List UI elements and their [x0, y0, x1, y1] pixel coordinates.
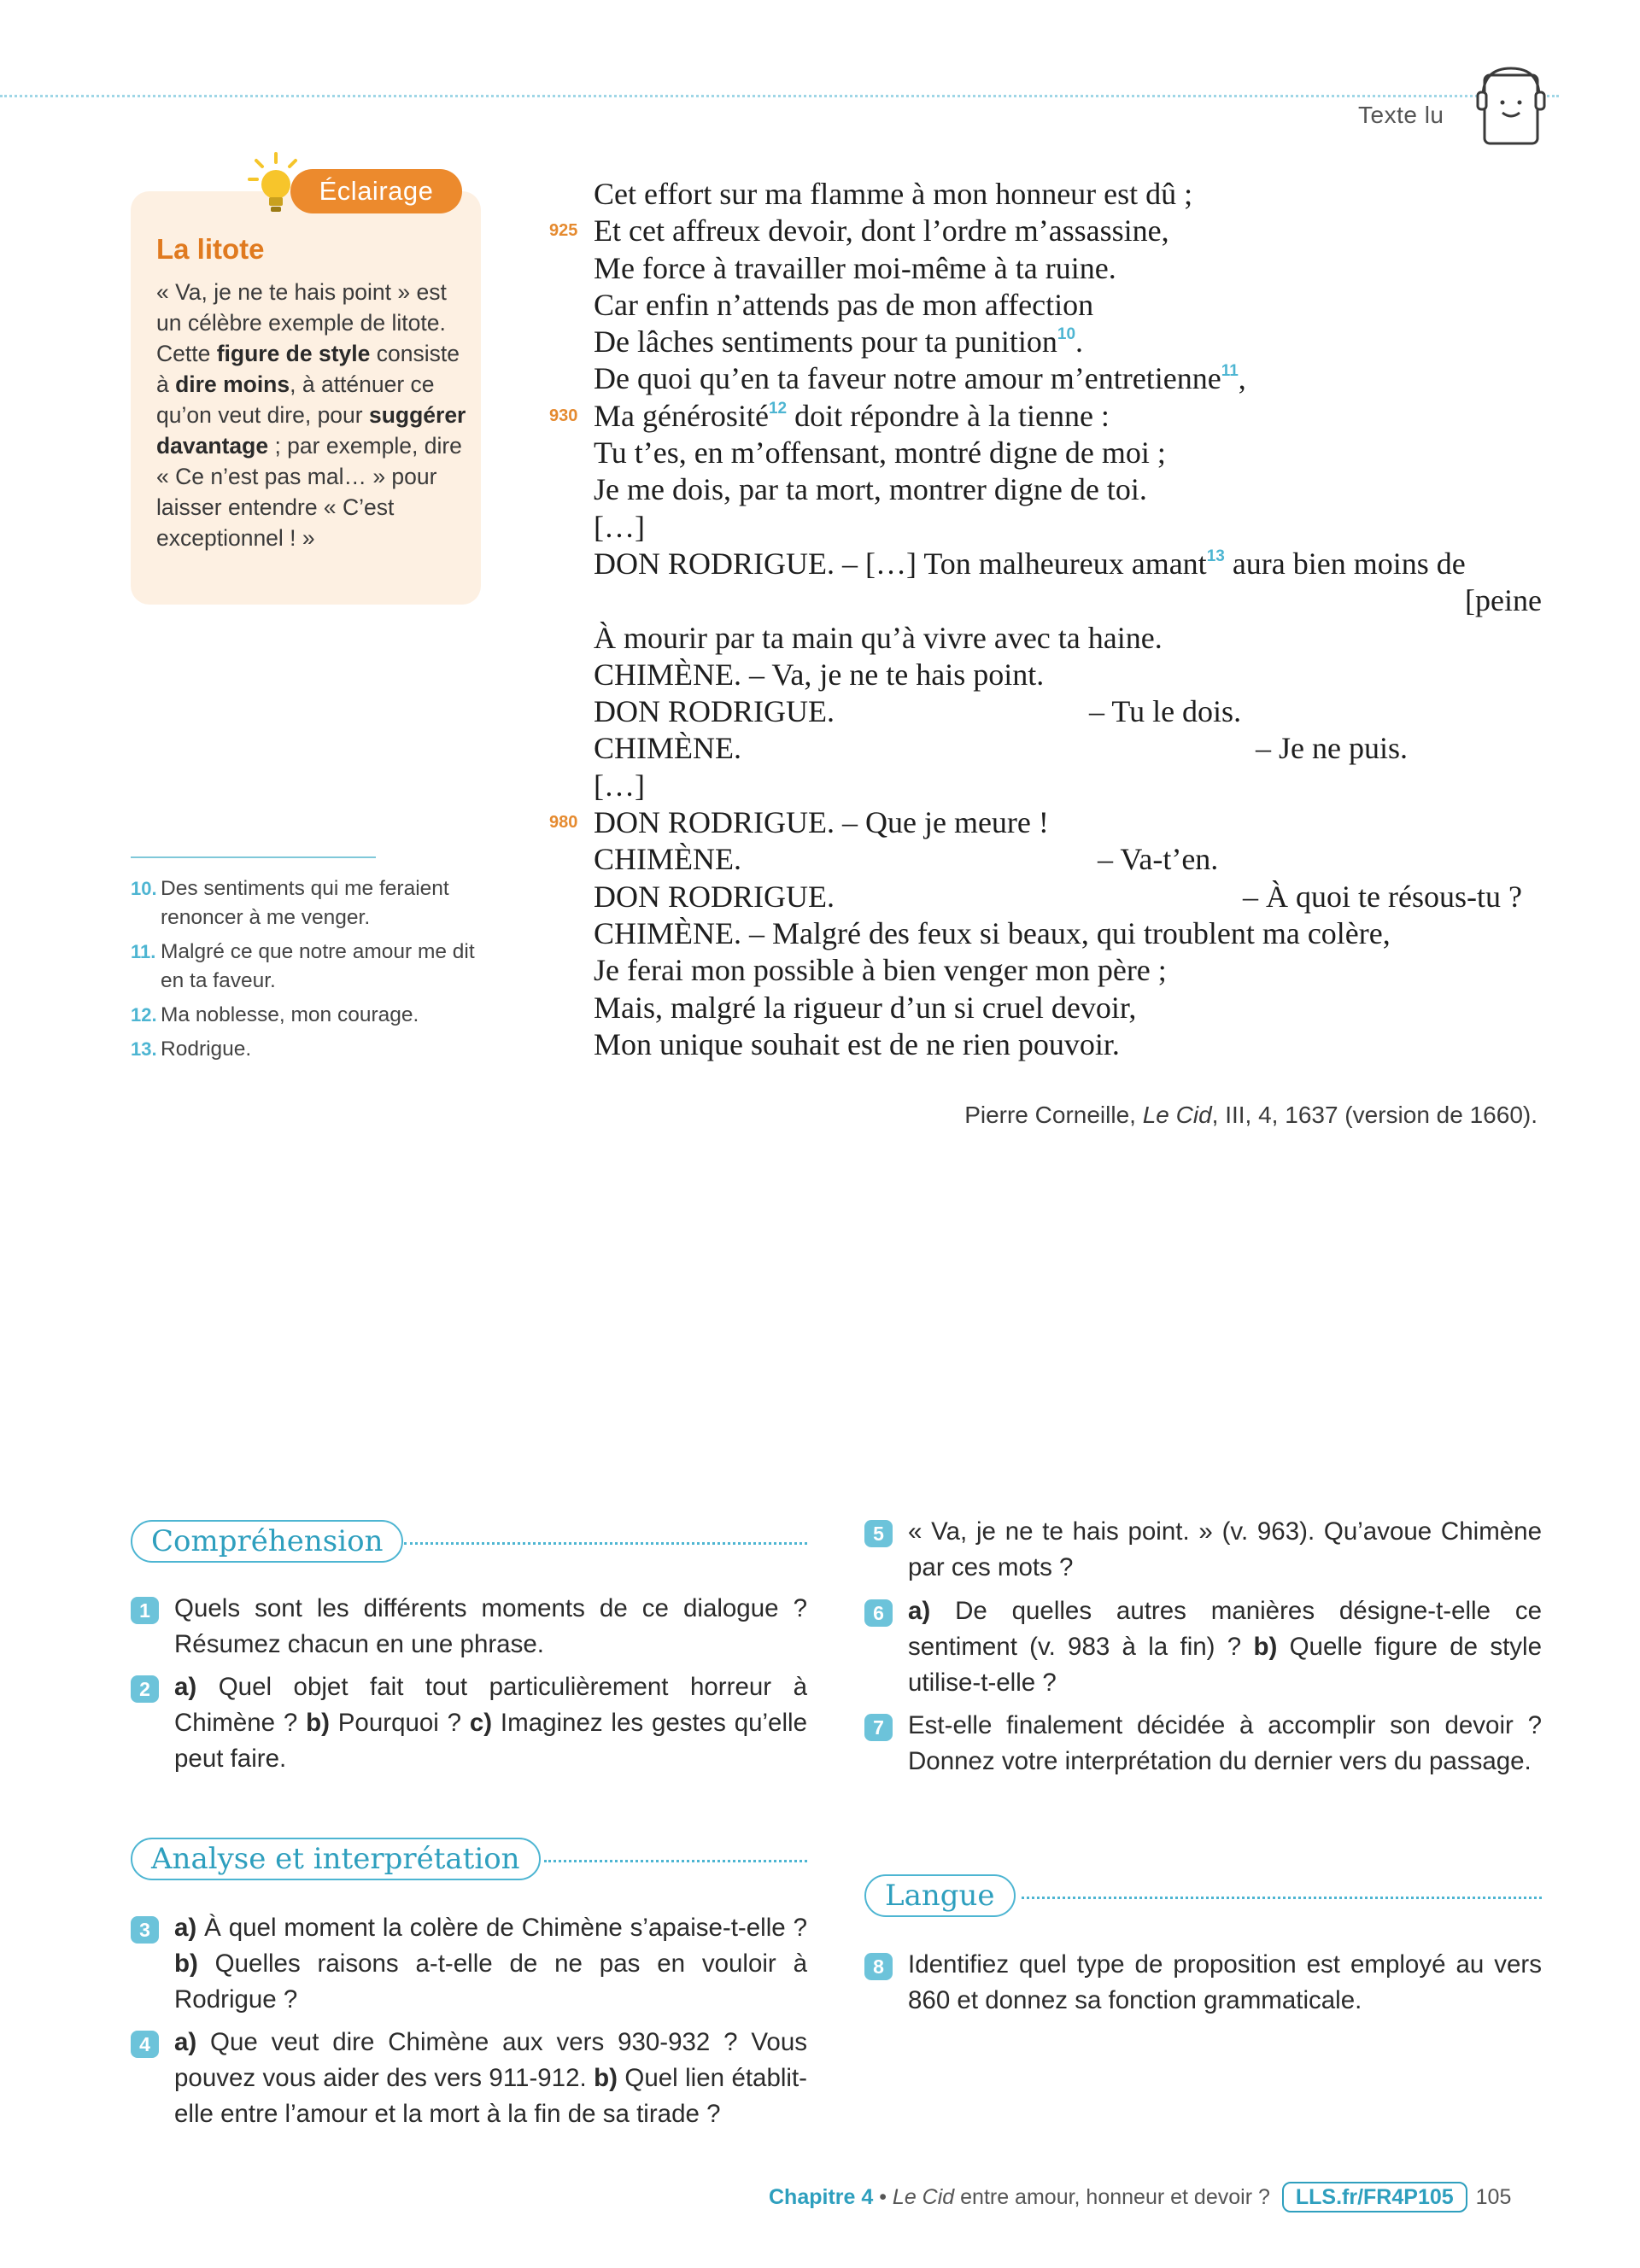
footnotes-rule [131, 856, 376, 858]
verse-text-run: CHIMÈNE. – Malgré des feux si beaux, qui troublent ma colère, [594, 915, 1391, 950]
question-number-badge: 8 [864, 1953, 893, 1980]
verse-text-run: Me force à travailler moi-même à ta ruine. [594, 250, 1116, 285]
question-number-badge: 6 [864, 1599, 893, 1627]
verse-text-run: […] [594, 509, 645, 544]
verse-text-run: Et cet affreux devoir, dont l’ordre m’assassine, [594, 213, 1169, 248]
verse-text-run: Je ferai mon possible à bien venger mon père ; [594, 953, 1167, 988]
headphones-reader-icon [1474, 63, 1551, 149]
verse-line [594, 287, 1542, 324]
question-text-run: Quel lien établit-elle entre l’amour et la mort à la fin de sa tirade ? [174, 2064, 807, 2128]
section-analyse [131, 1838, 807, 1880]
footnote-ref: 10 [1057, 325, 1076, 344]
section-dotted-rule [404, 1542, 807, 1545]
question-4 [131, 2025, 807, 2132]
verse-line [594, 915, 1542, 952]
question-text [174, 2025, 807, 2132]
eclairage-text-run: figure de style [216, 341, 371, 366]
verse-text-run: DON RODRIGUE. [594, 694, 835, 729]
question-text-run: Quelles raisons a-t-elle de ne pas en vouloir à Rodrigue ? [174, 1949, 807, 2014]
question-text [908, 1514, 1542, 1586]
question-text-run: Imaginez les gestes qu’elle peut faire. [174, 1709, 807, 1773]
footnote-number: 10. [131, 878, 157, 899]
footnote-ref: 11 [1221, 362, 1239, 381]
verse-text-run: De quoi qu’en ta faveur notre amour m’entretienne [594, 361, 1221, 396]
verse-line [594, 657, 1542, 693]
question-number-badge: 3 [131, 1916, 159, 1944]
eclairage-text-run: « Va, je ne te hais point » est un célèbre exemple de litote. Cette [156, 279, 447, 366]
verse-line [594, 768, 1542, 804]
verse-text-run: DON RODRIGUE. – Que je meure ! [594, 805, 1049, 840]
eclairage-title: La litote [156, 233, 265, 265]
verse-line [549, 398, 1542, 435]
line-number: 925 [549, 221, 578, 241]
footnote [131, 874, 489, 932]
footnote-ref: 12 [768, 399, 788, 418]
page-footer: Chapitre 4 • Le Cid entre amour, honneur et devoir ? LLS.fr/FR4P105 105 [769, 2182, 1511, 2212]
eclairage-tag: Éclairage [290, 169, 462, 213]
question-text-run: a) [174, 1673, 197, 1701]
section-dotted-rule [544, 1860, 807, 1862]
eclairage-text-run: ; par exemple, dire « Ce n’est pas mal… » pour laisser entendre « C’est exceptionnel ! » [156, 433, 462, 551]
verse-text-run: DON RODRIGUE. [594, 879, 835, 914]
verse-reply: – Tu le dois. [1089, 694, 1242, 729]
verse-line [594, 176, 1542, 213]
question-text-run: c) [469, 1709, 493, 1737]
question-text-run: Quels sont les différents moments de ce dialogue ? Résumez chacun en une phrase. [174, 1594, 807, 1658]
verse-text-run: CHIMÈNE. – Va, je ne te hais point. [594, 657, 1045, 692]
verse-line [594, 546, 1542, 582]
footnote-text: Rodrigue. [161, 1038, 252, 1061]
verse-continuation: [peine [1465, 583, 1542, 618]
section-analyse-title: Analyse et interprétation [131, 1838, 541, 1880]
question-text [908, 1947, 1542, 2019]
verse-text-run: , [1238, 361, 1246, 396]
section-dotted-rule [1022, 1897, 1542, 1899]
section-comprehension [131, 1520, 807, 1563]
question-text-run: Est-elle finalement décidée à accomplir son devoir ? Donnez votre interprétation du dernier vers du passage. [908, 1711, 1542, 1775]
verse-line [594, 693, 1542, 730]
verse-text-run: aura bien moins de [1224, 546, 1466, 581]
verse-text-run: Tu t’es, en m’offensant, montré digne de moi ; [594, 435, 1166, 471]
eclairage-text-run: , à atténuer ce qu’on veut dire, pour [156, 371, 435, 428]
question-text-run: De quelles autres manières désigne-t-elle ce sentiment (v. 983 à la fin) ? [908, 1597, 1542, 1661]
question-text [908, 1593, 1542, 1701]
question-text-run: a) [908, 1597, 931, 1625]
verse-line [594, 879, 1542, 915]
question-text [174, 1591, 807, 1663]
question-text-run: Que veut dire Chimène aux vers 930-932 ? Vous pouvez vous aider des vers 911-912. [174, 2028, 807, 2092]
verse-text-run: À mourir par ta main qu’à vivre avec ta haine. [594, 620, 1163, 655]
footer-chapter: Chapitre 4 [769, 2185, 874, 2209]
verse-line [594, 990, 1542, 1026]
question-number-badge: 2 [131, 1675, 159, 1703]
verse-reply: – Je ne puis. [1256, 731, 1408, 766]
footnote-text: Des sentiments qui me feraient renoncer à me venger. [161, 877, 449, 929]
question-text-run: a) [174, 1914, 197, 1942]
verse-text-run: Cet effort sur ma flamme à mon honneur est dû ; [594, 177, 1193, 211]
verse-text-run: DON RODRIGUE. – […] Ton malheureux amant [594, 546, 1207, 581]
footnotes [131, 874, 489, 1069]
question-2 [131, 1669, 807, 1777]
question-text-run: Identifiez quel type de proposition est employé au vers 860 et donnez sa fonction grammaticale. [908, 1950, 1542, 2014]
question-text-run: b) [306, 1709, 330, 1737]
eclairage-text-run: consiste à [156, 341, 460, 397]
verse-text-run: Je me dois, par ta mort, montrer digne de toi. [594, 472, 1147, 507]
verse-text-run: Ma générosité [594, 398, 769, 433]
footnote [131, 1001, 489, 1030]
question-6 [864, 1593, 1542, 1701]
section-comprehension-title: Compréhension [131, 1520, 403, 1563]
verse-text-run: De lâches sentiments pour ta punition [594, 324, 1057, 359]
verse-line [594, 250, 1542, 287]
header-dotted-rule [0, 95, 1559, 97]
question-number-badge: 4 [131, 2031, 159, 2058]
question-1 [131, 1591, 807, 1663]
section-langue-title: Langue [864, 1874, 1016, 1917]
footnote [131, 1035, 489, 1064]
texte-lu-label: Texte lu [1358, 102, 1444, 128]
question-8 [864, 1947, 1542, 2019]
question-text-run: b) [594, 2064, 618, 2092]
verse-line [549, 213, 1542, 249]
verse-line [594, 324, 1542, 360]
footer-link[interactable]: LLS.fr/FR4P105 [1282, 2182, 1467, 2212]
question-3 [131, 1910, 807, 2018]
verse-line [594, 360, 1542, 397]
question-text-run: a) [174, 2028, 197, 2056]
verse-line [594, 509, 1542, 546]
verse-line [594, 841, 1542, 878]
line-number: 980 [549, 813, 578, 833]
verse-line [594, 952, 1542, 989]
footnote-number: 12. [131, 1004, 157, 1026]
verse-text-run: CHIMÈNE. [594, 842, 741, 877]
question-text [174, 1910, 807, 2018]
footnote-text: Ma noblesse, mon courage. [161, 1003, 419, 1026]
verse-line [594, 471, 1542, 508]
verse-text-run: . [1075, 324, 1084, 359]
footnote-number: 11. [131, 941, 156, 962]
question-number-badge: 7 [864, 1714, 893, 1741]
verse-text-run: Mais, malgré la rigueur d’un si cruel devoir, [594, 990, 1137, 1025]
question-text-run: Pourquoi ? [329, 1709, 470, 1737]
question-text-run: b) [1253, 1633, 1278, 1661]
page-number: 105 [1475, 2185, 1512, 2209]
eclairage-text-run: suggérer davantage [156, 402, 466, 459]
verse-line [549, 804, 1542, 841]
verse-line [594, 435, 1542, 471]
section-langue [864, 1874, 1542, 1917]
question-number-badge: 5 [864, 1520, 893, 1547]
line-number: 930 [549, 406, 578, 425]
verse-reply: – Va-t’en. [1098, 842, 1219, 877]
verse-text-run: CHIMÈNE. [594, 731, 741, 766]
question-text-run: Quel objet fait tout particulièrement horreur à Chimène ? [174, 1673, 807, 1737]
question-5 [864, 1514, 1542, 1586]
question-text-run: b) [174, 1949, 198, 1978]
eclairage-body [156, 277, 472, 553]
verse-line [594, 620, 1542, 657]
attribution: Pierre Corneille, Le Cid, III, 4, 1637 (version de 1660). [964, 1102, 1538, 1128]
verse-text-run: Car enfin n’attends pas de mon affection [594, 287, 1094, 322]
question-text-run: « Va, je ne te hais point. » (v. 963). Qu’avoue Chimène par ces mots ? [908, 1517, 1542, 1581]
footnote-text: Malgré ce que notre amour me dit en ta faveur. [161, 940, 475, 992]
verse-text-run: doit répondre à la tienne : [787, 398, 1110, 433]
question-number-badge: 1 [131, 1597, 159, 1624]
footnote [131, 938, 489, 996]
verse-text-run: […] [594, 768, 645, 803]
question-text-run: Quelle figure de style utilise-t-elle ? [908, 1633, 1542, 1697]
eclairage-text-run: dire moins [175, 371, 290, 397]
verse-reply: – À quoi te résous-tu ? [1243, 879, 1522, 914]
verse-line [594, 582, 1542, 619]
question-text [174, 1669, 807, 1777]
question-7 [864, 1708, 1542, 1780]
question-text-run: À quel moment la colère de Chimène s’apaise-t-elle ? [196, 1914, 807, 1942]
verse-text [549, 176, 1542, 1063]
verse-line [594, 1026, 1542, 1063]
footnote-number: 13. [131, 1038, 157, 1060]
footnote-ref: 13 [1206, 547, 1225, 565]
verse-text-run: Mon unique souhait est de ne rien pouvoir. [594, 1026, 1120, 1061]
verse-line [594, 730, 1542, 767]
question-text [908, 1708, 1542, 1780]
